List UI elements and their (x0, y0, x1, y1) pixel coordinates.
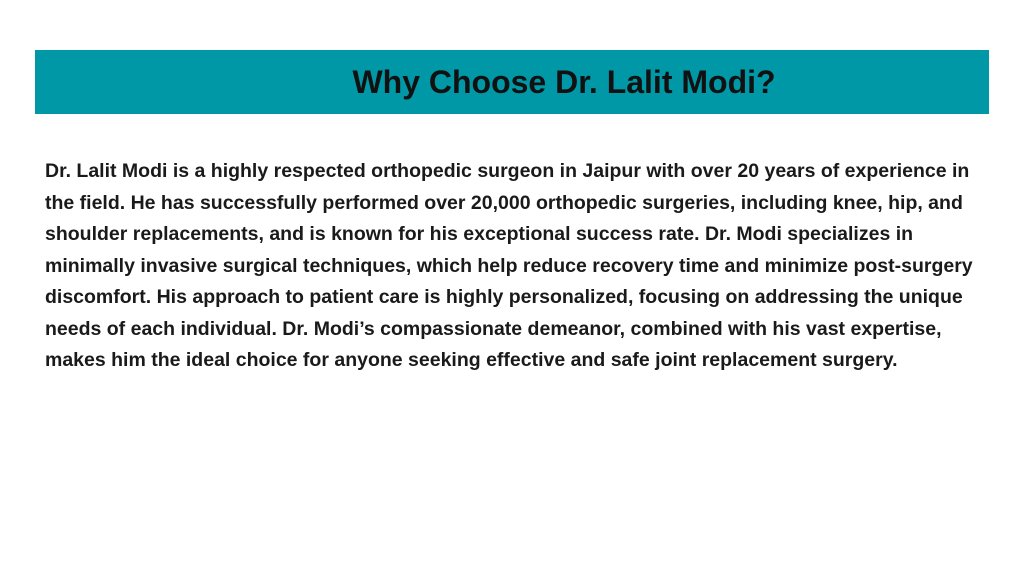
title-band (35, 50, 989, 114)
slide-title: Why Choose Dr. Lalit Modi? (352, 63, 776, 100)
slide-body-paragraph: Dr. Lalit Modi is a highly respected orthopedic surgeon in Jaipur with over 20 years of experience in the field. He has successfully performed over 20,000 orthopedic surgeries, including knee, hip, and shoulder replacements, and is known for his exceptional success rate. Dr. Modi specializes in minimally invasive surgical techniques, which help reduce recovery time and minimize post-surgery discomfort. His approach to patient care is highly personalized, focusing on addressing the unique needs of each individual. Dr. Modi’s compassionate demeanor, combined with his vast expertise, makes him the ideal choice for anyone seeking effective and safe joint replacement surgery. (45, 160, 973, 371)
